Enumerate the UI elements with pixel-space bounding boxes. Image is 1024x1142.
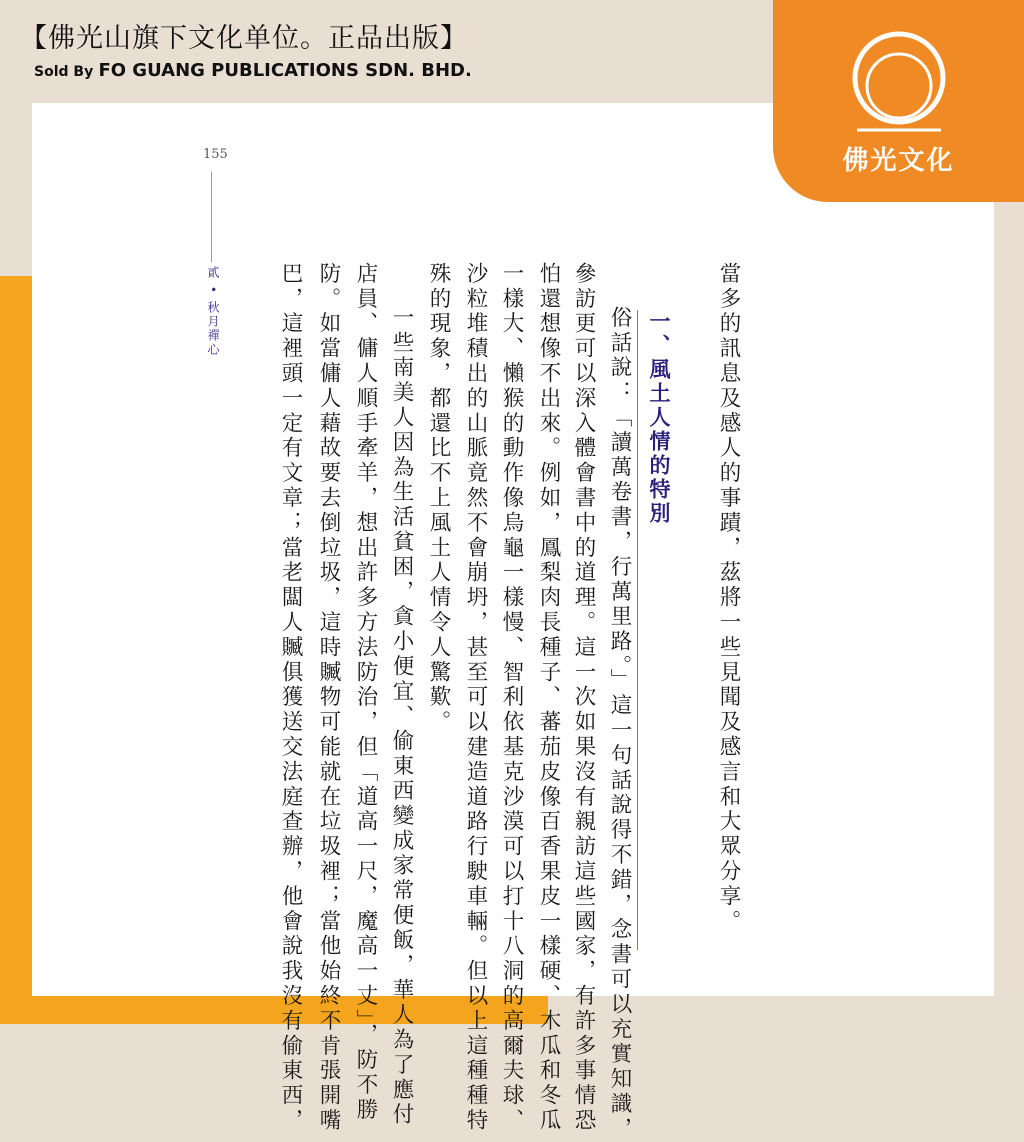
text-column: 防。如當傭人藉故要去倒垃圾，這時贓物可能就在垃圾裡；當他始終不肯張開嘴 <box>316 262 341 1134</box>
page-number: 155 <box>203 147 228 162</box>
publisher-name: FO GUANG PUBLICATIONS SDN. BHD. <box>98 60 472 81</box>
banner-title: 【佛光山旗下文化单位。正品出版】 <box>20 23 468 54</box>
brand-logo-box <box>773 0 1024 202</box>
brand-logo-text: 佛光文化 <box>842 146 955 176</box>
banner-subtitle <box>34 60 472 81</box>
section-heading-rule <box>637 310 638 950</box>
text-column: 參訪更可以深入體會書中的道理。這一次如果沒有親訪這些國家，有許多事情恐 <box>571 262 596 1134</box>
text-column: 一樣大、懶猴的動作像烏龜一樣慢、智利依基克沙漠可以打十八洞的高爾夫球、 <box>499 262 524 1134</box>
text-column: 俗話說：「讀萬卷書，行萬里路。」這一句話說得不錯，念書可以充實知識， <box>607 306 632 1142</box>
section-heading: 一、風土人情的特別 <box>647 310 671 526</box>
text-column: 巴，這裡頭一定有文章；當老闆人贓俱獲送交法庭查辦，他會說我沒有偷東西， <box>278 262 303 1134</box>
text-column: 沙粒堆積出的山脈竟然不會崩坍，甚至可以建造道路行駛車輛。但以上這種種特 <box>463 262 488 1134</box>
sold-by-label: Sold By <box>34 64 94 80</box>
text-column: 怕還想像不出來。例如，鳳梨肉長種子、蕃茄皮像百香果皮一樣硬、木瓜和冬瓜 <box>536 262 561 1134</box>
text-column: 殊的現象，都還比不上風土人情令人驚歎。 <box>426 262 451 736</box>
sun-logo-icon <box>851 26 947 136</box>
text-column: 店員、傭人順手牽羊，想出許多方法防治，但「道高一尺，魔高一丈」，防不勝 <box>353 262 378 1123</box>
margin-divider <box>211 172 212 262</box>
running-head: 貳 • 秋月禪心 <box>206 266 220 357</box>
text-column: 一些南美人因為生活貧困，貪小便宜、偷東西變成家常便飯，華人為了應付 <box>389 306 414 1128</box>
text-column: 當多的訊息及感人的事蹟，茲將一些見聞及感言和大眾分享。 <box>716 262 741 935</box>
orange-side-band <box>0 276 32 996</box>
